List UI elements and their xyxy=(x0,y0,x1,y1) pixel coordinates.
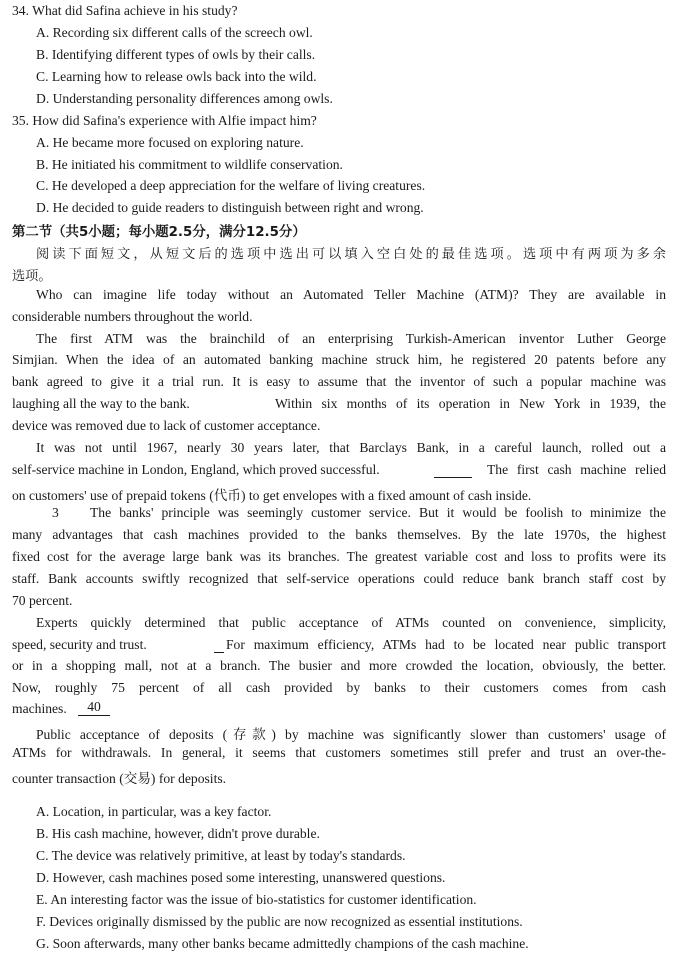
passage-p4-line-5: 70 percent. xyxy=(12,593,73,608)
answer-blank-39 xyxy=(214,651,224,653)
question-35-option-c: C. He developed a deep appreciation for the welfare of living creatures. xyxy=(36,178,426,193)
choice-g: G. Soon afterwards, many other banks became admittedly champions of the cash machine. xyxy=(36,936,529,951)
question-34-option-a: A. Recording six different calls of the screech owl. xyxy=(36,25,313,40)
question-34-stem: 34. What did Safina achieve in his study? xyxy=(12,3,238,18)
passage-p5-line-4: Now, roughly 75 percent of all cash provided by banks to their customers comes from cash xyxy=(12,680,666,695)
question-35-option-d: D. He decided to guide readers to distinguish between right and wrong. xyxy=(36,200,424,215)
passage-p6-line-3: counter transaction (交易) for deposits. xyxy=(12,771,227,786)
passage-p2-line-2: Simjian. When the idea of an automated banking machine struck him, he registered 20 patents before any xyxy=(12,352,666,367)
passage-p2-line-4-start: laughing all the way to the bank. xyxy=(12,396,190,411)
choice-f: F. Devices originally dismissed by the public are now recognized as essential institutions. xyxy=(36,914,523,929)
section-instruction-line-1: 阅读下面短文，从短文后的选项中选出可以填入空白处的最佳选项。选项中有两项为多余 xyxy=(36,247,666,262)
passage-p4-line-4: staff. Bank accounts swiftly recognized that self-service operations could reduce bank branch staff cost by xyxy=(12,571,666,586)
passage-p6-line-1: Public acceptance of deposits (存款) by machine was significantly slower than customers' usage of xyxy=(36,727,666,742)
section-heading: 第二节（共5小题；每小题2.5分，满分12.5分） xyxy=(12,225,306,240)
answer-blank-39-number: 3 xyxy=(52,505,59,520)
question-35-option-b: B. He initiated his commitment to wildlife conservation. xyxy=(36,157,343,172)
passage-p5-line-3: or in a shopping mall, not at a branch. The busier and more crowded the location, obviously, the better. xyxy=(12,658,666,673)
question-34-option-b: B. Identifying different types of owls by their calls. xyxy=(36,47,316,62)
passage-p5-line-2-start: speed, security and trust. xyxy=(12,637,147,652)
question-34-option-d: D. Understanding personality differences among owls. xyxy=(36,91,333,106)
passage-p2-line-5: device was removed due to lack of customer acceptance. xyxy=(12,418,321,433)
passage-p1-line-2: considerable numbers throughout the world. xyxy=(12,309,253,324)
passage-p4-line-1: The banks' principle was seemingly customer service. But it would be foolish to minimize the xyxy=(90,505,666,520)
question-35-option-a: A. He became more focused on exploring nature. xyxy=(36,135,304,150)
answer-blank-38 xyxy=(434,476,472,478)
passage-p1-line-1: Who can imagine life today without an Automated Teller Machine (ATM)? They are available in xyxy=(36,287,666,302)
passage-p2-line-1: The first ATM was the brainchild of an enterprising Turkish-American inventor Luther George xyxy=(36,331,666,346)
passage-p3-line-1: It was not until 1967, nearly 30 years later, that Barclays Bank, in a careful launch, rolled out a xyxy=(36,440,666,455)
passage-p5-line-2-end: For maximum efficiency, ATMs had to be located near public transport xyxy=(226,637,666,652)
choice-c: C. The device was relatively primitive, at least by today's standards. xyxy=(36,848,406,863)
question-34-option-c: C. Learning how to release owls back into the wild. xyxy=(36,69,317,84)
passage-p4-line-3: fixed cost for the average large bank was its branches. The greatest variable cost and loss to profits were its xyxy=(12,549,666,564)
passage-p4-line-2: many advantages that cash machines provided to the banks themselves. By the late 1970s, the highest xyxy=(12,527,666,542)
choice-b: B. His cash machine, however, didn't prove durable. xyxy=(36,826,320,841)
choice-d: D. However, cash machines posed some interesting, unanswered questions. xyxy=(36,870,446,885)
passage-p2-line-3: bank agreed to give it a trial run. It is easy to assume that the inventor of such a popular machine was xyxy=(12,374,666,389)
passage-p5-line-5: machines. xyxy=(12,701,67,716)
passage-p6-line-2: ATMs for withdrawals. In general, it seems that customers sometimes still prefer and trust an over-the- xyxy=(12,745,666,760)
section-instruction-line-2: 选项。 xyxy=(12,269,52,284)
answer-blank-40: 40 xyxy=(78,699,110,716)
choice-e: E. An interesting factor was the issue of bio-statistics for customer identification. xyxy=(36,892,477,907)
passage-p3-line-2-start: self-service machine in London, England, which proved successful. xyxy=(12,462,380,477)
question-35-stem: 35. How did Safina's experience with Alfie impact him? xyxy=(12,113,317,128)
passage-p3-line-2-end: The first cash machine relied xyxy=(487,462,666,477)
passage-p5-line-1: Experts quickly determined that public acceptance of ATMs counted on convenience, simplicity, xyxy=(36,615,666,630)
choice-a: A. Location, in particular, was a key factor. xyxy=(36,804,272,819)
passage-p3-line-3: on customers' use of prepaid tokens (代币) to get envelopes with a fixed amount of cash inside. xyxy=(12,488,532,503)
passage-p2-line-4-end: Within six months of its operation in New York in 1939, the xyxy=(275,396,666,411)
